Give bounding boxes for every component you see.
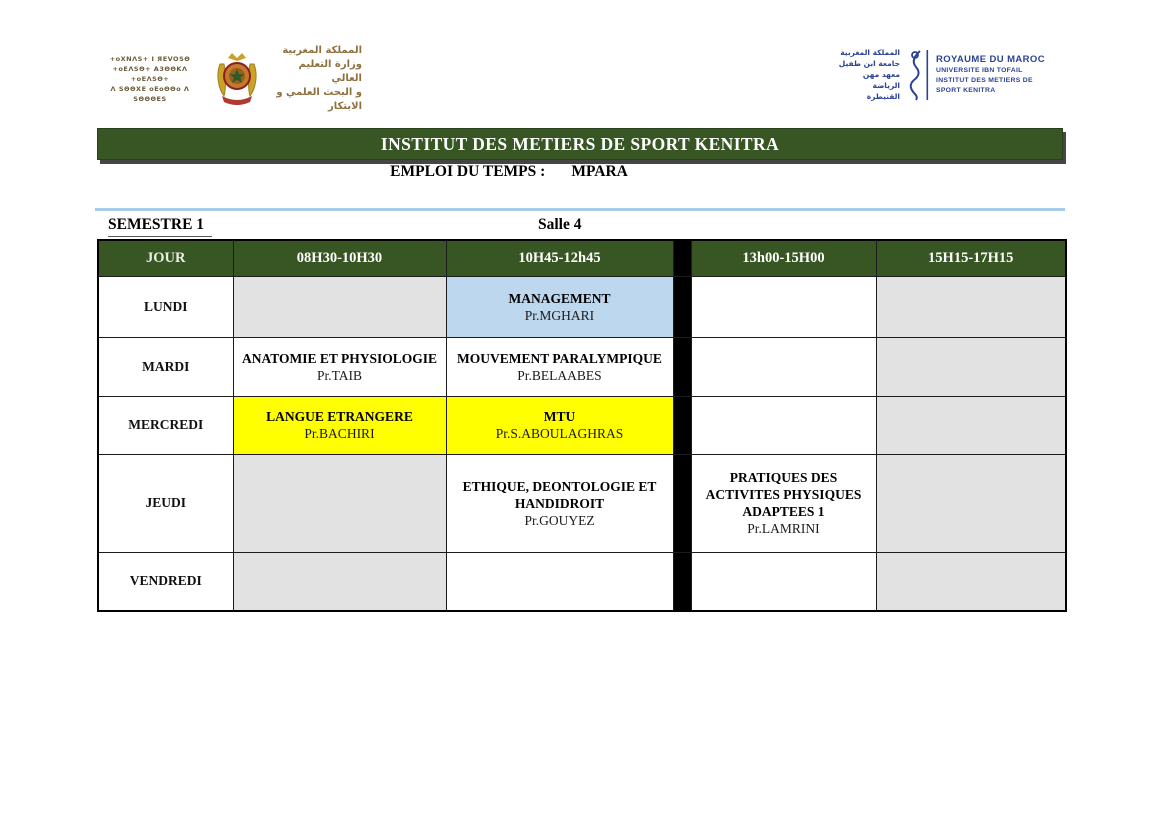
row-mardi	[98, 337, 1066, 396]
universite-label: UNIVERSITE IBN TOFAIL	[936, 67, 1023, 74]
institute-text	[936, 53, 1045, 96]
slot-empty	[691, 552, 876, 611]
arabic-line: المملكة المغربية	[840, 48, 900, 57]
slot-empty	[691, 396, 876, 454]
arabic-line: معهد مهن الرياضة	[862, 70, 900, 90]
professor-name: Pr.TAIB	[316, 367, 363, 383]
institute-arabic-text	[838, 47, 900, 102]
course-name: MOUVEMENT PARALYMPIQUE	[457, 350, 662, 366]
coat-of-arms-icon	[214, 50, 260, 108]
col-header-1045-1245: 10H45-12h45	[446, 240, 673, 276]
program-name: MPARA	[571, 163, 628, 180]
course-name: ANATOMIE ET PHYSIOLOGIE	[241, 350, 438, 366]
slot-ethique	[446, 454, 673, 552]
day-label-lundi: LUNDI	[98, 276, 233, 337]
arabic-line: القنيطرة	[866, 92, 900, 101]
subtitle	[97, 163, 1063, 181]
royaume-du-maroc-label: ROYAUME DU MAROC	[936, 54, 1045, 65]
row-vendredi	[98, 552, 1066, 611]
black-separator	[673, 276, 691, 337]
slot-empty	[233, 454, 446, 552]
room-label: Salle 4	[538, 216, 582, 233]
slot-empty	[691, 337, 876, 396]
horizontal-rule	[95, 208, 1065, 211]
ministry-logo	[96, 44, 362, 114]
slot-empty	[446, 552, 673, 611]
banner-title: INSTITUT DES METIERS DE SPORT KENITRA	[97, 128, 1063, 160]
slot-mouvement	[446, 337, 673, 396]
tifinagh-line: +oΧNΛS+ I ЯEVOSΘ	[109, 55, 191, 63]
tifinagh-line: +oEΛSΘ+ A3ΘΘΚΛ +oEΛSΘ+	[112, 65, 188, 83]
slot-management	[446, 276, 673, 337]
institut-label: INSTITUT DES METIERS DE	[936, 77, 1033, 84]
course-name: MTU	[543, 409, 576, 424]
slot-mtu	[446, 396, 673, 454]
black-separator	[673, 240, 691, 276]
slot-empty	[876, 396, 1066, 454]
arabic-line: وزارة التعليم العالي	[298, 59, 362, 84]
slot-anatomie	[233, 337, 446, 396]
slot-empty	[233, 552, 446, 611]
slot-langue	[233, 396, 446, 454]
slot-pratiques	[691, 454, 876, 552]
professor-name: Pr.MGHARI	[524, 307, 595, 323]
professor-name: Pr.LAMRINI	[747, 521, 820, 536]
course-name: MANAGEMENT	[508, 290, 611, 306]
day-label-mardi: MARDI	[98, 337, 233, 396]
professor-name: Pr.BACHIRI	[304, 426, 375, 441]
day-label-jeudi: JEUDI	[98, 454, 233, 552]
day-label-mercredi: MERCREDI	[98, 396, 233, 454]
arabic-line: جامعة ابن طفيل	[838, 59, 900, 68]
slot-empty	[691, 276, 876, 337]
tifinagh-line: Λ SΘΘΧE oEoΘΘo Λ SΘΘΘES	[110, 85, 190, 103]
col-header-1515-1715: 15H15-17H15	[876, 240, 1066, 276]
timetable	[97, 239, 1067, 612]
black-separator	[673, 337, 691, 396]
semester-label: SEMESTRE 1	[108, 216, 212, 237]
row-mercredi	[98, 396, 1066, 454]
athlete-figure-icon	[906, 48, 930, 102]
slot-empty	[876, 276, 1066, 337]
professor-name: Pr.GOUYEZ	[524, 512, 595, 528]
row-lundi	[98, 276, 1066, 337]
col-header-0830-1030: 08H30-10H30	[233, 240, 446, 276]
course-name: LANGUE ETRANGERE	[266, 409, 413, 424]
day-label-vendredi: VENDREDI	[98, 552, 233, 611]
col-header-1300-1500: 13h00-15H00	[691, 240, 876, 276]
arabic-line: و البحث العلمي و الابتكار	[276, 87, 362, 112]
slot-empty	[876, 552, 1066, 611]
course-name: PRATIQUES DES ACTIVITES PHYSIQUES ADAPTEES 1	[705, 470, 862, 519]
arabic-line: المملكة المغربية	[282, 45, 362, 56]
course-name: ETHIQUE, DEONTOLOGIE ET HANDIDROIT	[462, 478, 657, 511]
col-header-jour: JOUR	[98, 240, 233, 276]
header-row	[98, 240, 1066, 276]
emploi-du-temps-label: EMPLOI DU TEMPS :	[390, 163, 546, 180]
slot-empty	[233, 276, 446, 337]
sport-kenitra-label: SPORT KENITRA	[936, 87, 996, 94]
black-separator	[673, 552, 691, 611]
black-separator	[673, 396, 691, 454]
black-separator	[673, 454, 691, 552]
tifinagh-text	[96, 54, 204, 104]
institute-logo	[838, 47, 1045, 102]
slot-empty	[876, 337, 1066, 396]
row-jeudi	[98, 454, 1066, 552]
professor-name: Pr.S.ABOULAGHRAS	[495, 426, 624, 441]
professor-name: Pr.BELAABES	[517, 367, 602, 383]
slot-empty	[876, 454, 1066, 552]
ministry-arabic-text	[270, 44, 362, 114]
